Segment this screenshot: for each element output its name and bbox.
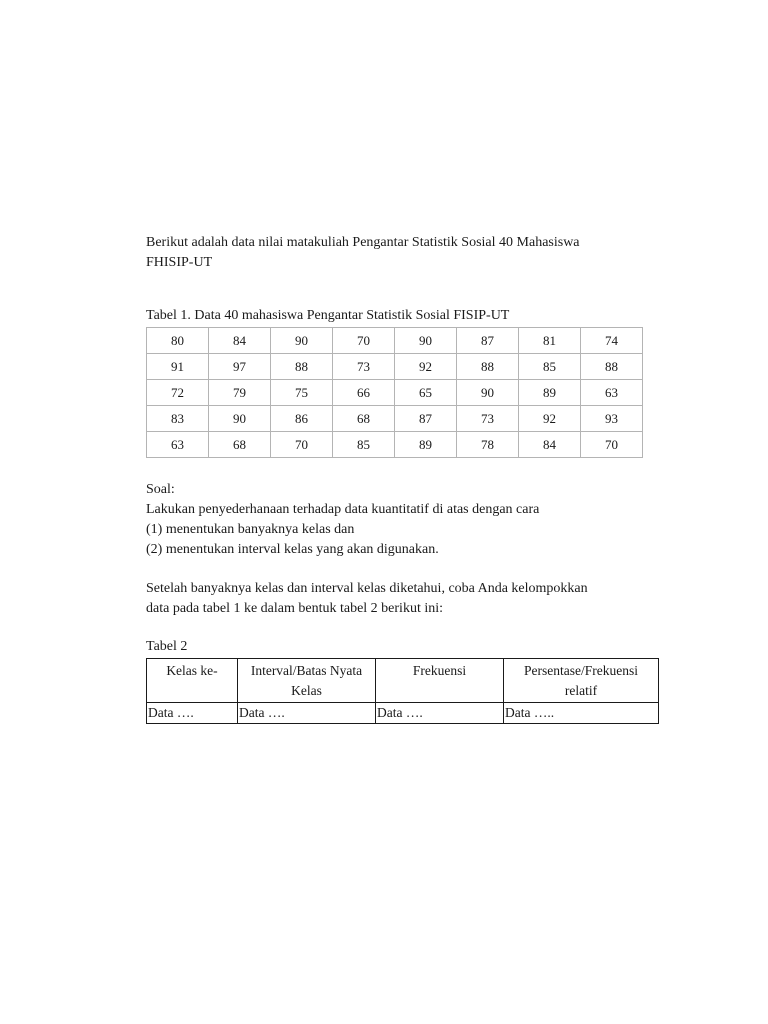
table-cell: 92 [519,406,581,432]
table-cell: 72 [147,380,209,406]
table-cell: 89 [519,380,581,406]
table-cell: 68 [209,432,271,458]
table-cell: 87 [457,328,519,354]
table-cell: 68 [333,406,395,432]
table-cell: 84 [519,432,581,458]
question-line-1: Lakukan penyederhanaan terhadap data kuantitatif di atas dengan cara [146,502,540,517]
table-cell: 90 [271,328,333,354]
table-cell: 90 [209,406,271,432]
table-cell: Data …. [147,703,238,724]
table-row [147,432,643,458]
table-cell: 74 [581,328,643,354]
table-cell: 84 [209,328,271,354]
table-row [147,703,659,724]
table-cell: 85 [333,432,395,458]
question-heading: Soal: [146,482,175,497]
table-cell: 90 [395,328,457,354]
table-cell: 90 [457,380,519,406]
column-header-persentase: Persentase/Frekuensi relatif [504,659,659,703]
table-cell: 70 [581,432,643,458]
table-cell: 80 [147,328,209,354]
table2-caption: Tabel 2 [146,639,188,654]
table-cell: 73 [457,406,519,432]
table-cell: 65 [395,380,457,406]
table-row [147,354,643,380]
table-cell: 83 [147,406,209,432]
table-cell: Data …. [238,703,376,724]
table-cell: 70 [271,432,333,458]
table-cell: 87 [395,406,457,432]
table-row [147,328,643,354]
table-cell: 91 [147,354,209,380]
table-cell: 66 [333,380,395,406]
instruction-line-2: data pada tabel 1 ke dalam bentuk tabel 2 berikut ini: [146,601,444,616]
instruction-paragraph [146,579,646,619]
table-cell: 75 [271,380,333,406]
data-table-1 [146,327,643,458]
table-cell: 70 [333,328,395,354]
table-cell: 88 [457,354,519,380]
column-header-kelas: Kelas ke- [147,659,238,703]
table-cell: Data ….. [504,703,659,724]
table-cell: 85 [519,354,581,380]
table-cell: Data …. [376,703,504,724]
table-row [147,380,643,406]
table-cell: 92 [395,354,457,380]
table-cell: 86 [271,406,333,432]
table-row [147,406,643,432]
question-block [146,480,646,560]
table-cell: 81 [519,328,581,354]
intro-line-1: Berikut adalah data nilai matakuliah Pengantar Statistik Sosial 40 Mahasiswa [146,235,580,250]
question-line-3: (2) menentukan interval kelas yang akan digunakan. [146,542,439,557]
column-header-interval: Interval/Batas Nyata Kelas [238,659,376,703]
intro-line-2: FHISIP-UT [146,255,213,270]
table-cell: 89 [395,432,457,458]
table-cell: 78 [457,432,519,458]
table-cell: 63 [147,432,209,458]
frequency-table-2 [146,658,659,724]
table-cell: 79 [209,380,271,406]
table-header-row [147,659,659,703]
column-header-frekuensi: Frekuensi [376,659,504,703]
table-cell: 88 [271,354,333,380]
table-cell: 88 [581,354,643,380]
table-cell: 73 [333,354,395,380]
table-cell: 63 [581,380,643,406]
question-line-2: (1) menentukan banyaknya kelas dan [146,522,355,537]
table1-caption: Tabel 1. Data 40 mahasiswa Pengantar Statistik Sosial FISIP-UT [146,308,510,323]
instruction-line-1: Setelah banyaknya kelas dan interval kelas diketahui, coba Anda kelompokkan [146,581,588,596]
table-cell: 97 [209,354,271,380]
table-cell: 93 [581,406,643,432]
intro-paragraph [146,233,646,273]
